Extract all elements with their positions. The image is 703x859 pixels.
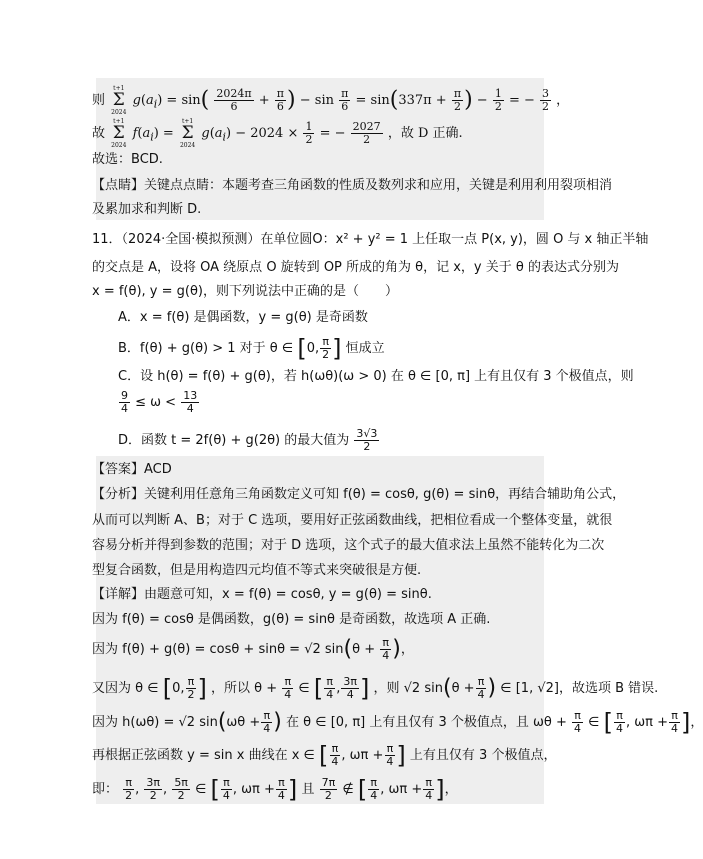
option-b-text: B．f(θ) + g(θ) > 1 对于 θ ∈ xyxy=(118,341,294,356)
comment-tag: 【点睛】 xyxy=(92,178,145,193)
fraction: $\frac{\pi}{4}$ xyxy=(331,742,339,768)
detail-3-text: 因为 f(θ) + g(θ) = cosθ + sinθ = √2 sin xyxy=(92,642,344,657)
fraction: $\frac{\pi}{4}$ xyxy=(326,675,334,701)
fraction: $\frac{\pi}{2}$ xyxy=(125,776,133,802)
sum-symbol: t+1 Σ 2024 xyxy=(179,118,196,149)
analysis-line-4: 型复合函数，但是用构造四元均值不等式来突破很是方便. xyxy=(92,563,422,578)
choose-line: 故选：BCD. xyxy=(92,152,163,167)
fraction: $\frac{5\pi}{2}$ xyxy=(174,776,188,802)
fraction: $\frac{7\pi}{2}$ xyxy=(321,776,336,802)
detail-4b: ，所以 θ + xyxy=(210,681,278,696)
fraction: $\frac{\pi}{4}$ xyxy=(386,742,394,768)
detail-4c: ∈ xyxy=(298,681,310,696)
fraction: $\frac{\pi}{4}$ xyxy=(370,776,378,802)
question-number: 11． xyxy=(92,232,122,247)
detail-7a: 即： xyxy=(92,782,119,797)
detail-line-5: 因为 h(ωθ) = √2 sin(ωθ + $\frac{\pi}{4}$ ) 在 θ ∈ [0, π] 上有且仅有 3 个极值点，且 ωθ + $\frac{\pi}{4}$ ∈ [ $\frac{\pi}{4}$ , ωπ + $\frac{\pi}{4}$ ]， xyxy=(92,708,703,737)
detail-4e: ∈ [1, √2]，故选项 B 错误. xyxy=(500,681,659,696)
option-b: B．f(θ) + g(θ) > 1 对于 θ ∈ [0, $\frac{\pi}{2}$ ] 恒成立 xyxy=(118,334,385,363)
detail-6b: 上有且仅有 3 个极值点， xyxy=(409,748,557,763)
analysis-text: 关键利用任意角三角函数定义可知 f(θ) = cosθ, g(θ) = sinθ，再结合辅助角公式， xyxy=(144,487,626,502)
question-stem-2: 的交点是 A，设将 OA 绕原点 O 旋转到 OP 所成的角为 θ，记 x，y 关于 θ 的表达式分别为 xyxy=(92,260,619,275)
question-stem-1 xyxy=(92,232,648,248)
detail-line-6: 再根据正弦函数 y = sin x 曲线在 x ∈ [ $\frac{\pi}{4}$ , ωπ + $\frac{\pi}{4}$ ] 上有且仅有 3 个极值点， xyxy=(92,741,557,770)
sum-symbol: t+1 Σ 2024 xyxy=(111,85,127,116)
detail-tag: 【详解】 xyxy=(92,587,145,602)
fraction: $\frac{\pi}{2}$ xyxy=(322,335,330,361)
analysis-line-1 xyxy=(92,487,625,503)
fraction: $\frac{3\pi}{4}$ xyxy=(343,675,357,701)
fraction: $\frac{\pi}{6}$ xyxy=(276,87,285,113)
analysis-line-3: 容易分析并得到参数的范围；对于 D 选项，这个式子的最大值求法上虽然不能转化为二次 xyxy=(92,538,605,553)
fraction: $\frac{2024\pi}{6}$ xyxy=(216,87,252,113)
fraction: $\frac{\pi}{4}$ xyxy=(284,675,292,701)
option-c-ineq: ≤ ω < xyxy=(135,395,177,410)
sum-lower: 2024 xyxy=(111,109,127,116)
detail-5a: 因为 h(ωθ) = √2 sin xyxy=(92,715,218,730)
detail-line-1 xyxy=(92,587,432,603)
detail-line-7: 即： $\frac{\pi}{2}$ , $\frac{3\pi}{2}$ , $\frac{5\pi}{2}$ ∈ [ $\frac{\pi}{4}$ , ωπ + $\frac{\pi}{4}$ ] 且 $\frac{7\pi}{2}$ ∉ [ $\frac{\pi}{4}$ , ωπ + $\frac{\pi}{4}$ ]， xyxy=(92,775,458,804)
option-c-line-1: C．设 h(θ) = f(θ) + g(θ)，若 h(ωθ)(ω > 0) 在 θ ∈ [0, π] 上有且仅有 3 个极值点，则 xyxy=(118,369,634,384)
fraction: $\frac{\pi}{4}$ xyxy=(277,776,285,802)
fraction: $\frac{\pi}{4}$ xyxy=(671,709,679,735)
detail-6a: 再根据正弦函数 y = sin x 曲线在 x ∈ xyxy=(92,748,315,763)
detail-line-3: 因为 f(θ) + g(θ) = cosθ + sinθ = √2 sin(θ + $\frac{\pi}{4}$ )， xyxy=(92,636,414,662)
fraction: $\frac{\pi}{2}$ xyxy=(187,675,195,701)
fraction: $\frac{3\pi}{2}$ xyxy=(146,776,161,802)
comment-line-2: 及累加求和判断 D. xyxy=(92,202,202,217)
fraction: $\frac{13}{4}$ xyxy=(183,389,198,415)
stem-text: 在单位圆O：x² + y² = 1 上任取一点 P(x, y)，圆 O 与 x 轴正半轴 xyxy=(260,232,649,247)
fraction: $\frac{\pi}{4}$ xyxy=(382,636,390,662)
option-c-line-2 xyxy=(118,390,200,415)
fraction: $\frac{3}{2}$ xyxy=(542,87,550,113)
text-suffix: ， xyxy=(556,93,570,108)
fraction: $\frac{1}{2}$ xyxy=(494,87,502,113)
detail-line-4: 又因为 θ ∈ [0, $\frac{\pi}{2}$ ] ，所以 θ + $\frac{\pi}{4}$ ∈ [ $\frac{\pi}{4}$ , $\frac{3\pi}{4}$ ] ，则 √2 sin(θ + $\frac{\pi}{4}$ ) ∈ [1, √2]，故选项 B 错误. xyxy=(92,674,659,703)
fraction: $\frac{1}{2}$ xyxy=(305,120,313,146)
question-source: （2024·全国·模拟预测） xyxy=(121,232,261,247)
fraction: $\frac{\pi}{4}$ xyxy=(616,709,624,735)
option-d xyxy=(118,428,380,453)
fraction: $\frac{\pi}{4}$ xyxy=(477,675,485,701)
fraction: $\frac{\pi}{4}$ xyxy=(574,709,582,735)
detail-5b: 在 θ ∈ [0, π] 上有且仅有 3 个极值点，且 ωθ + xyxy=(286,715,567,730)
option-a: A．x = f(θ) 是偶函数，y = g(θ) 是奇函数 xyxy=(118,310,368,325)
fraction: $\frac{3√3}{2}$ xyxy=(356,427,378,453)
detail-4d: ，则 √2 sin xyxy=(373,681,443,696)
fraction: $\frac{\pi}{6}$ xyxy=(341,87,349,113)
sum-line-1: 则 t+1 Σ 2024 $g(a_i) = \sin$( $\frac{2024\pi}{6}$ + $\frac{\pi}{6}$ ) − sin $\frac{\pi}{6}$ = sin(337π + $\frac{\pi}{2}$ ) − $\frac{1}{2}$ = − $\frac{3}{2}$ ， xyxy=(92,85,570,116)
detail-7b: 且 xyxy=(301,782,315,797)
detail-7c: ∉ xyxy=(342,782,354,797)
comment-line-1 xyxy=(92,178,612,194)
option-b-tail: 恒成立 xyxy=(345,341,385,356)
fraction: $\frac{2027}{2}$ xyxy=(352,120,381,146)
sum-upper: t+1 xyxy=(113,85,125,92)
question-stem-3: x = f(θ), y = g(θ)，则下列说法中正确的是（ ） xyxy=(92,284,398,299)
detail-line-2: 因为 f(θ) = cosθ 是偶函数，g(θ) = sinθ 是奇函数，故选项 A 正确. xyxy=(92,612,491,627)
text-suffix: ，故 D 正确. xyxy=(387,126,463,141)
analysis-line-2: 从而可以判断 A、B；对于 C 选项，要用好正弦函数曲线，把相位看成一个整体变量，就很 xyxy=(92,513,613,528)
comment-text: 关键点点睛：本题考查三角函数的性质及数列求和应用，关键是利用利用裂项相消 xyxy=(144,178,613,193)
sum-symbol: t+1 Σ 2024 xyxy=(111,118,127,149)
fraction: $\frac{9}{4}$ xyxy=(121,389,128,415)
fraction: $\frac{\pi}{4}$ xyxy=(222,776,230,802)
detail-5c: ∈ xyxy=(588,715,600,730)
analysis-tag: 【分析】 xyxy=(92,487,145,502)
fraction: $\frac{\pi}{4}$ xyxy=(263,709,271,735)
sum-line-2: 故 t+1 Σ 2024 $f(a_i)$ = t+1 Σ 2024 $g(a_i) - 2024$ × $\frac{1}{2}$ = − $\frac{2027}{2}$ ，故 D 正确. xyxy=(92,118,463,149)
detail-text: 由题意可知，x = f(θ) = cosθ, y = g(θ) = sinθ. xyxy=(144,587,432,602)
answer-line: 【答案】ACD xyxy=(92,462,172,477)
text-prefix: 故 xyxy=(92,126,106,141)
fraction: $\frac{\pi}{2}$ xyxy=(453,87,462,113)
option-d-text: D．函数 t = 2f(θ) + g(2θ) 的最大值为 xyxy=(118,433,350,448)
detail-4a: 又因为 θ ∈ xyxy=(92,681,159,696)
fraction: $\frac{\pi}{4}$ xyxy=(425,776,433,802)
text-prefix: 则 xyxy=(92,93,106,108)
